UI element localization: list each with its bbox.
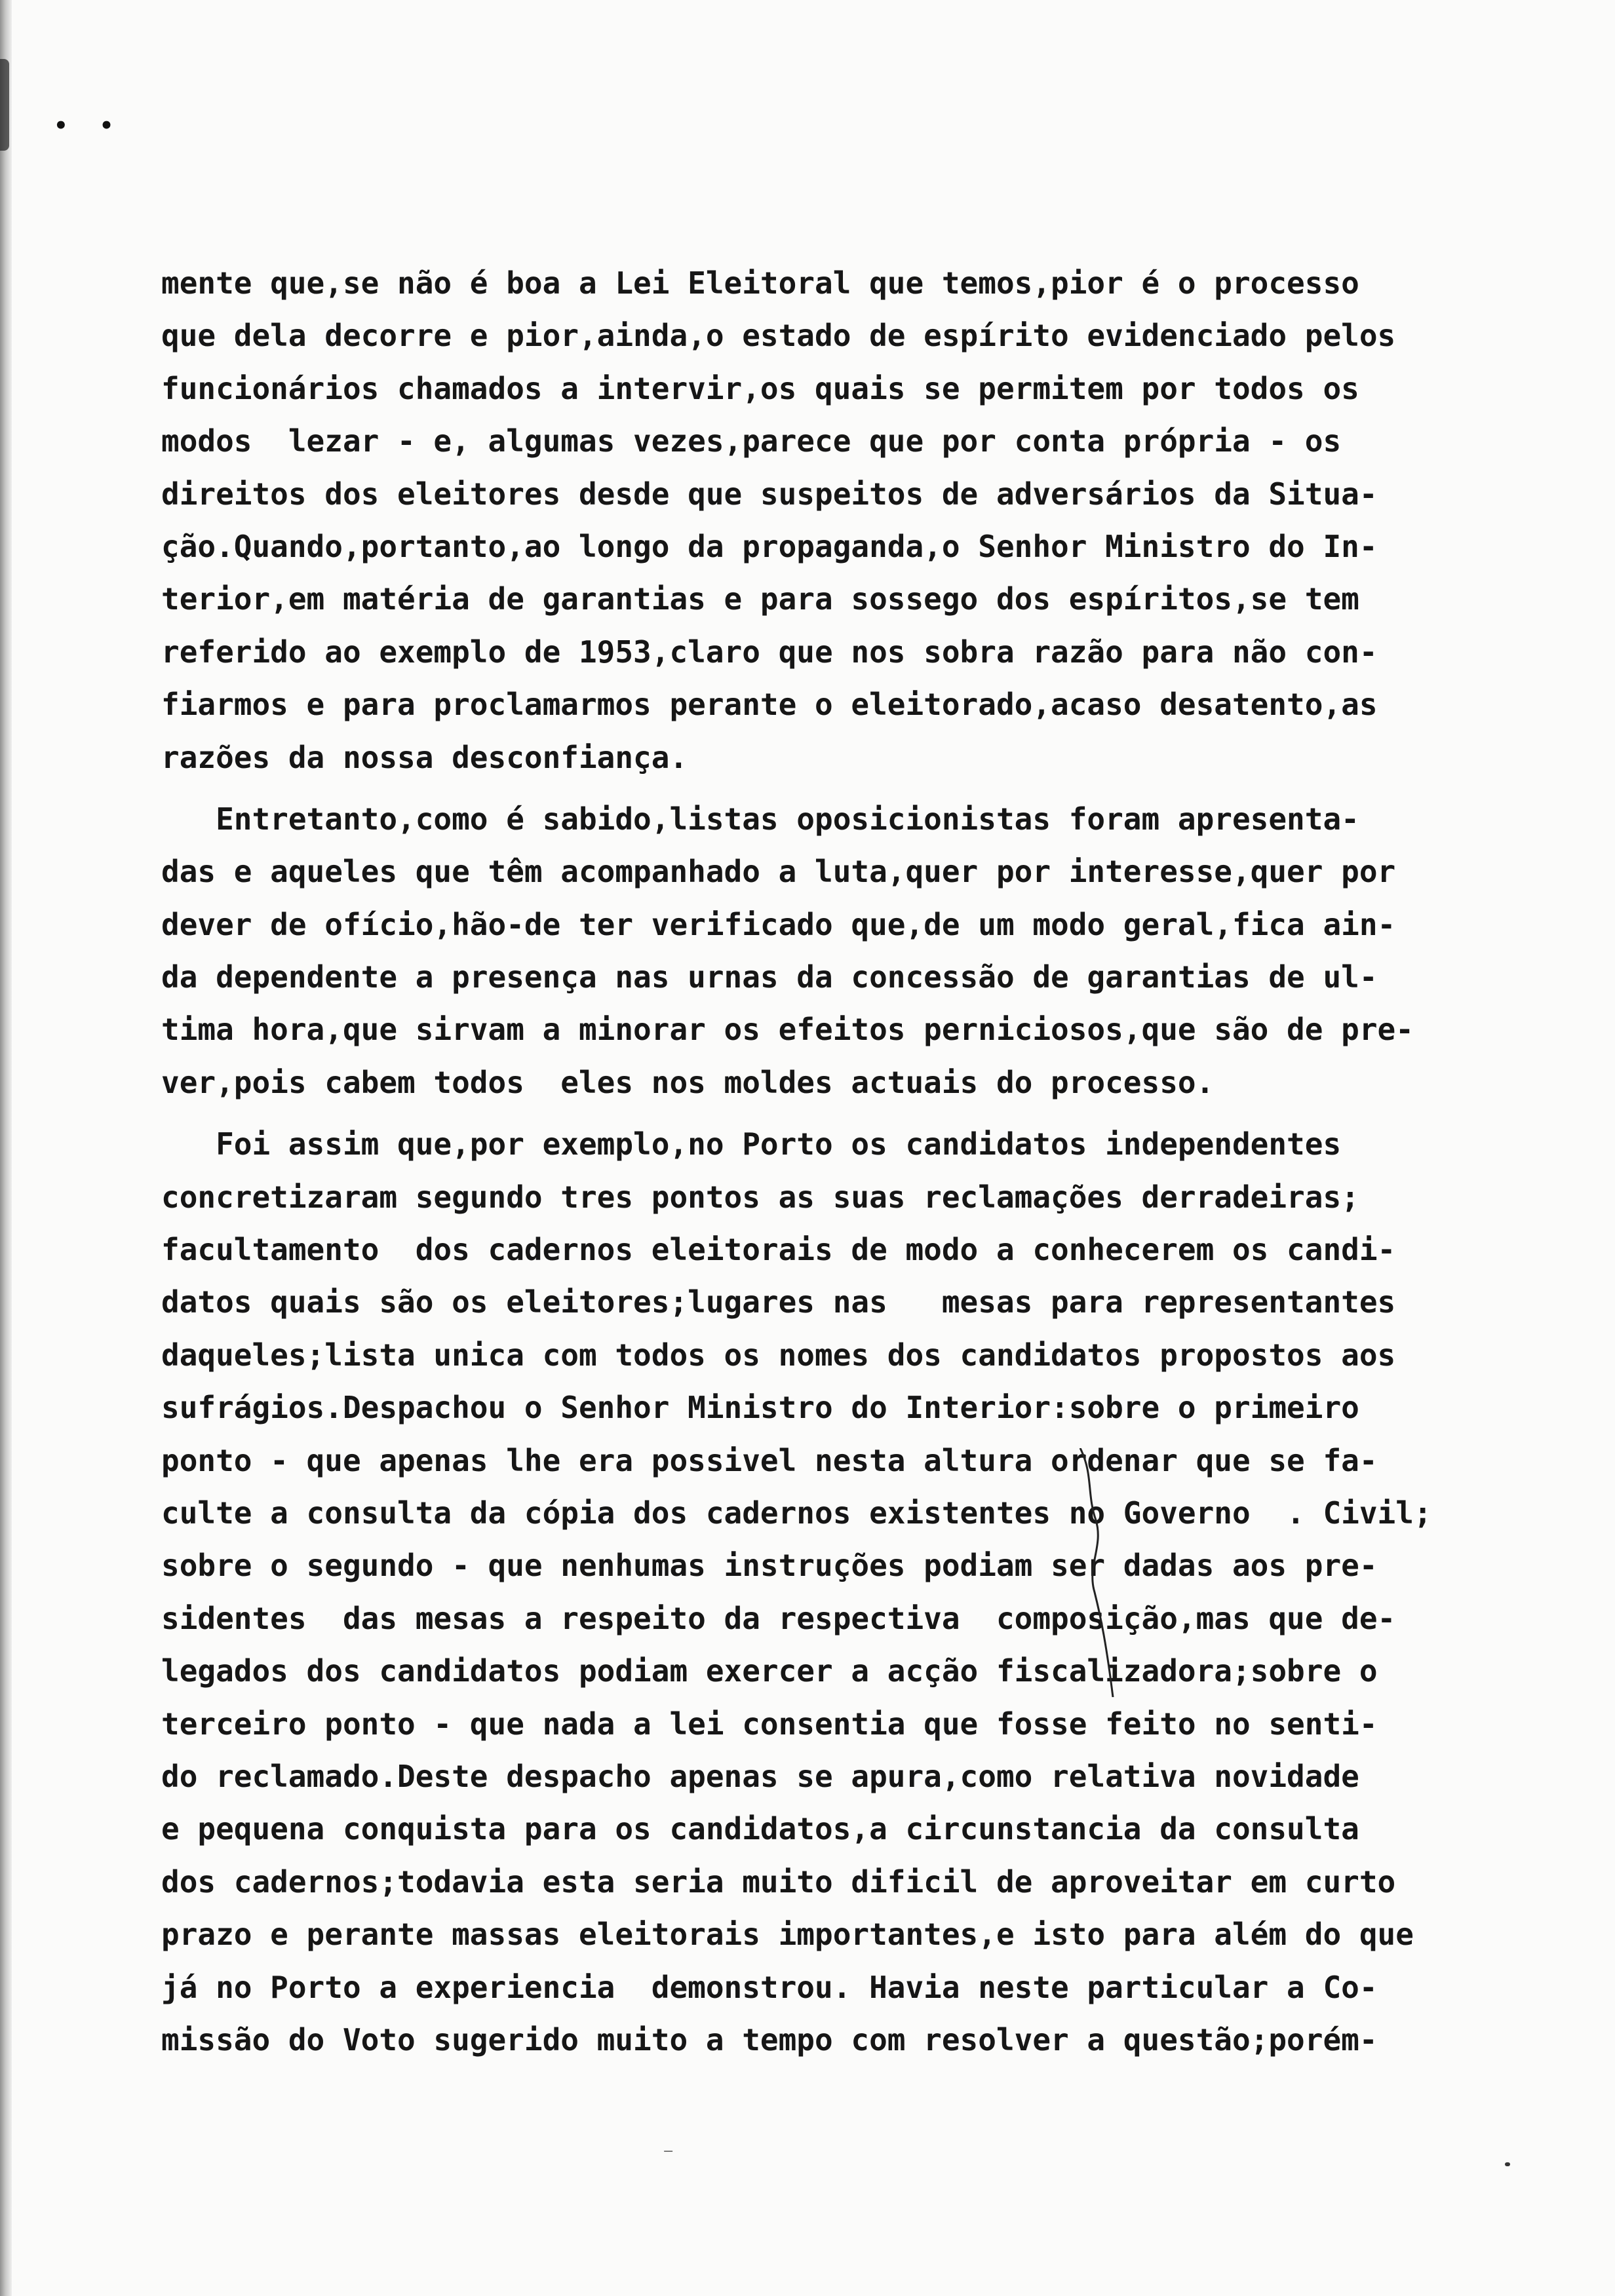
text-line: já no Porto a experiencia demonstrou. Havia neste particular a Co- xyxy=(161,1969,1378,2005)
text-line: sufrágios.Despachou o Senhor Ministro do Interior:sobre o primeiro xyxy=(161,1390,1359,1426)
scan-speck xyxy=(1505,2162,1510,2166)
text-line: dever de ofício,hão-de ter verificado que,de um modo geral,fica ain- xyxy=(161,906,1396,942)
text-line: terceiro ponto - que nada a lei consentia que fosse feito no senti- xyxy=(161,1706,1378,1742)
text-line: funcionários chamados a intervir,os quais se permitem por todos os xyxy=(161,370,1359,406)
scan-edge-fleck xyxy=(0,59,9,151)
text-line: ção.Quando,portanto,ao longo da propaganda,o Senhor Ministro do In- xyxy=(161,528,1378,564)
text-line: das e aqueles que têm acompanhado a luta,quer por interesse,quer por xyxy=(161,854,1396,890)
text-line: Entretanto,como é sabido,listas oposicionistas foram apresenta- xyxy=(161,801,1359,837)
text-line: daqueles;lista unica com todos os nomes dos candidatos propostos aos xyxy=(161,1337,1396,1373)
text-line: e pequena conquista para os candidatos,a circunstancia da consulta xyxy=(161,1811,1359,1847)
text-line: dos cadernos;todavia esta seria muito dificil de aproveitar em curto xyxy=(161,1864,1396,1900)
paragraph-gap xyxy=(161,1109,1504,1118)
typewritten-text xyxy=(161,257,1504,2066)
paragraph xyxy=(161,793,1504,1109)
text-line: referido ao exemplo de 1953,claro que nos sobra razão para não con- xyxy=(161,634,1378,670)
text-line: datos quais são os eleitores;lugares nas mesas para representantes xyxy=(161,1284,1396,1320)
corner-mark: • • xyxy=(54,113,126,139)
text-line: ponto - que apenas lhe era possivel nesta altura ordenar que se fa- xyxy=(161,1442,1378,1478)
text-line: concretizaram segundo tres pontos as suas reclamações derradeiras; xyxy=(161,1179,1359,1215)
text-line: Foi assim que,por exemplo,no Porto os candidatos independentes xyxy=(161,1126,1342,1162)
bottom-mark: ‒ xyxy=(663,2141,674,2160)
text-line: facultamento dos cadernos eleitorais de modo a conhecerem os candi- xyxy=(161,1232,1396,1268)
text-line: sobre o segundo - que nenhumas instruções podiam ser dadas aos pre- xyxy=(161,1548,1378,1584)
paragraph xyxy=(161,257,1504,784)
paragraph xyxy=(161,1118,1504,2066)
text-line: terior,em matéria de garantias e para sossego dos espíritos,se tem xyxy=(161,581,1359,617)
text-line: tima hora,que sirvam a minorar os efeitos perniciosos,que são de pre- xyxy=(161,1012,1414,1048)
text-line: do reclamado.Deste despacho apenas se apura,como relativa novidade xyxy=(161,1758,1359,1794)
text-line: modos lezar - e, algumas vezes,parece que por conta própria - os xyxy=(161,423,1342,459)
text-line: prazo e perante massas eleitorais importantes,e isto para além do que xyxy=(161,1917,1414,1953)
scan-edge-shadow xyxy=(0,0,12,2296)
text-line: legados dos candidatos podiam exercer a acção fiscalizadora;sobre o xyxy=(161,1653,1378,1689)
text-line: razões da nossa desconfiança. xyxy=(161,739,688,775)
text-line: fiarmos e para proclamarmos perante o eleitorado,acaso desatento,as xyxy=(161,687,1378,723)
text-line: sidentes das mesas a respeito da respectiva composição,mas que de- xyxy=(161,1600,1396,1636)
paragraph-gap xyxy=(161,784,1504,793)
text-line: ver,pois cabem todos eles nos moldes actuais do processo. xyxy=(161,1064,1215,1100)
text-line: culte a consulta da cópia dos cadernos existentes no Governo . Civil; xyxy=(161,1495,1432,1531)
text-line: direitos dos eleitores desde que suspeitos de adversários da Situa- xyxy=(161,476,1378,512)
text-line: missão do Voto sugerido muito a tempo com resolver a questão;porém- xyxy=(161,2021,1378,2057)
text-line: mente que,se não é boa a Lei Eleitoral que temos,pior é o processo xyxy=(161,265,1359,301)
text-line: que dela decorre e pior,ainda,o estado de espírito evidenciado pelos xyxy=(161,318,1396,354)
text-line: da dependente a presença nas urnas da concessão de garantias de ul- xyxy=(161,959,1378,995)
